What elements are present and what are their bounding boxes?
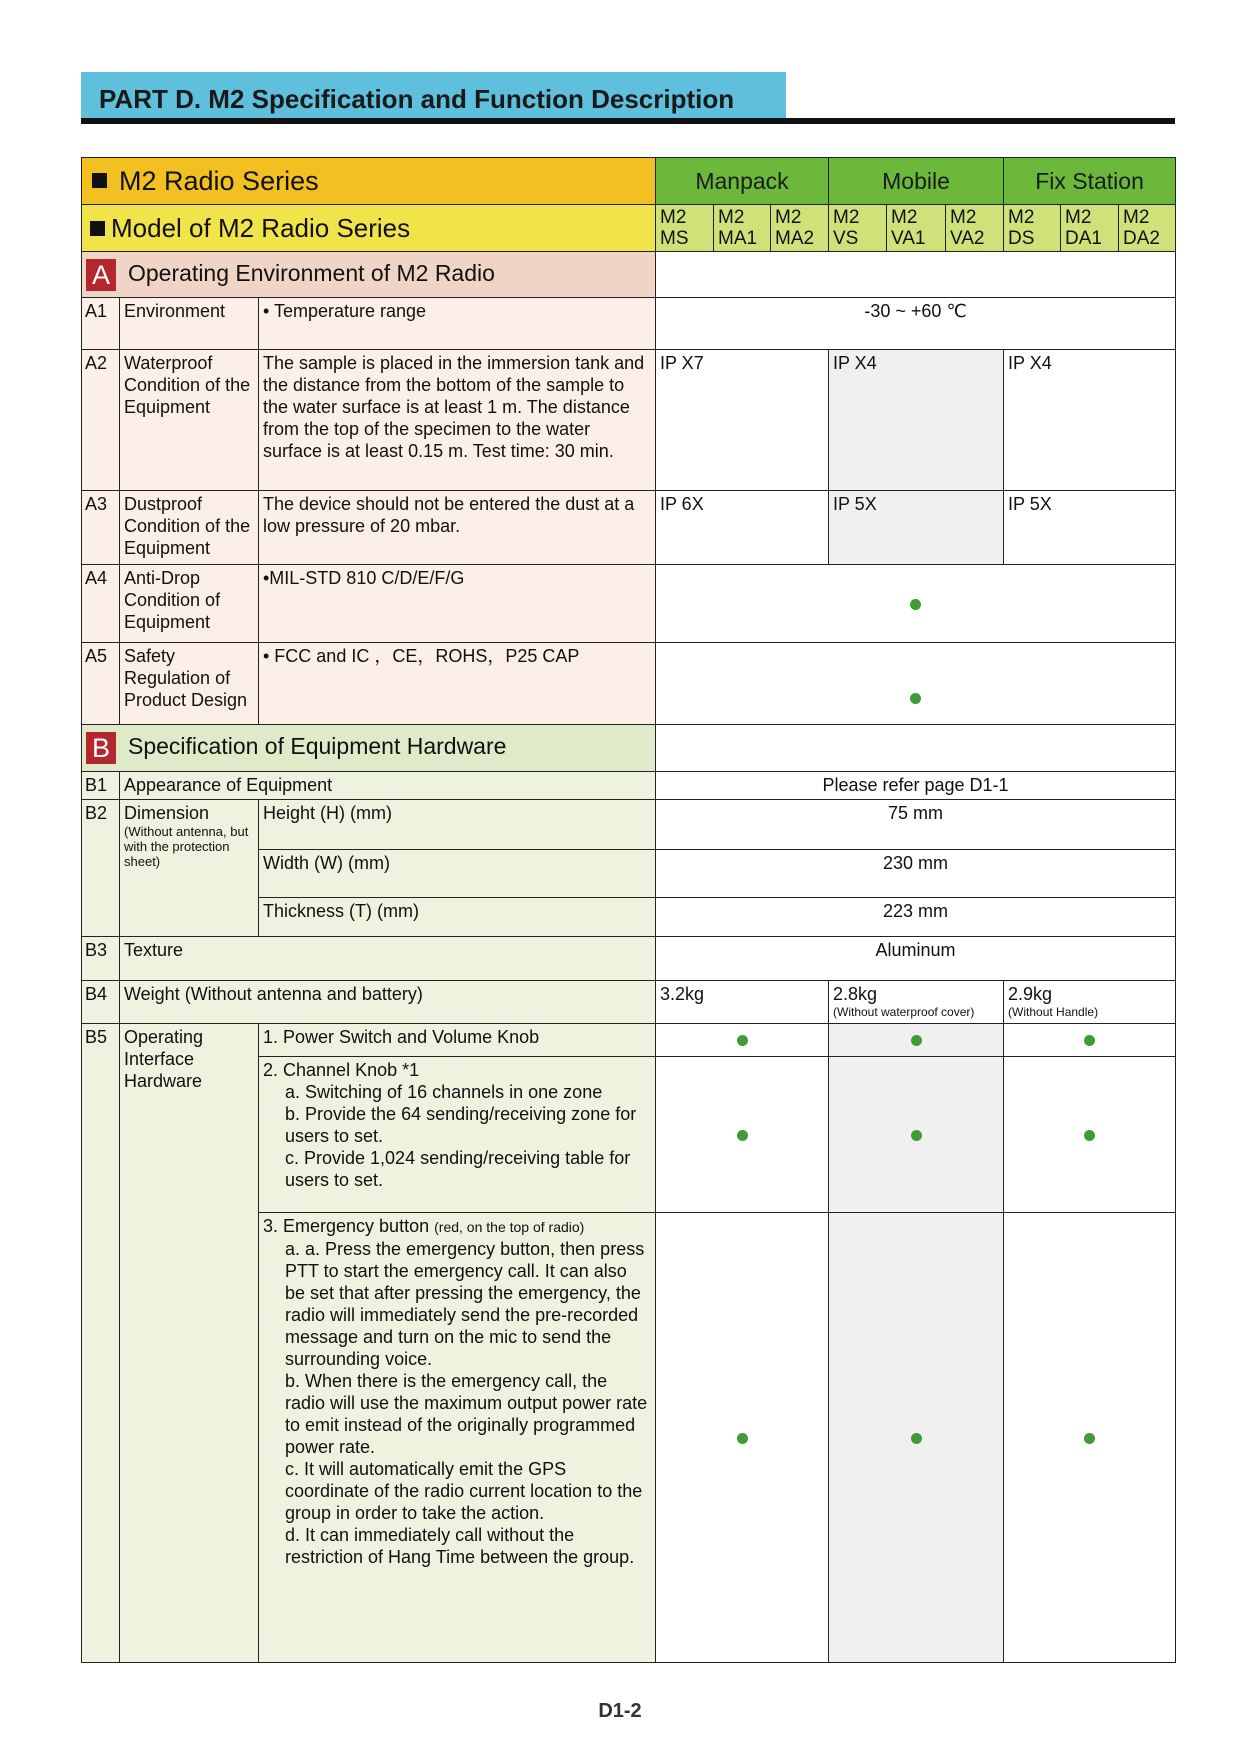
row-number: B1 bbox=[82, 772, 120, 800]
check-cell bbox=[829, 1213, 1004, 1663]
check-dot-icon bbox=[911, 1035, 922, 1046]
row-description: • Temperature range bbox=[259, 298, 656, 350]
row-number: A4 bbox=[82, 565, 120, 643]
dustproof-manpack: IP 6X bbox=[656, 491, 829, 565]
section-a-blank bbox=[656, 252, 1176, 298]
model-cell: M2 MA1 bbox=[714, 205, 771, 252]
check-dot-icon bbox=[737, 1130, 748, 1141]
row-description: The device should not be entered the dust at a low pressure of 20 mbar. bbox=[259, 491, 656, 565]
texture-value: Aluminum bbox=[656, 937, 1176, 981]
row-name: Environment bbox=[120, 298, 259, 350]
waterproof-fix: IP X4 bbox=[1004, 350, 1176, 491]
check-dot-icon bbox=[1084, 1035, 1095, 1046]
width-label: Width (W) (mm) bbox=[259, 850, 656, 898]
check-cell bbox=[656, 643, 1176, 725]
waterproof-manpack: IP X7 bbox=[656, 350, 829, 491]
row-name: Texture bbox=[120, 937, 656, 981]
check-cell bbox=[829, 1057, 1004, 1213]
row-name: Safety Regulation of Product Design bbox=[120, 643, 259, 725]
thickness-label: Thickness (T) (mm) bbox=[259, 898, 656, 937]
model-cell: M2 VA1 bbox=[887, 205, 946, 252]
square-bullet-icon bbox=[90, 221, 105, 236]
weight-manpack: 3.2kg bbox=[656, 981, 829, 1024]
row-name: Dustproof Condition of the Equipment bbox=[120, 491, 259, 565]
row-number: A3 bbox=[82, 491, 120, 565]
row-number: A5 bbox=[82, 643, 120, 725]
check-dot-icon bbox=[910, 693, 921, 704]
row-number: A1 bbox=[82, 298, 120, 350]
appearance-value: Please refer page D1-1 bbox=[656, 772, 1176, 800]
row-description: •MIL-STD 810 C/D/E/F/G bbox=[259, 565, 656, 643]
group-mobile: Mobile bbox=[829, 158, 1004, 205]
check-dot-icon bbox=[737, 1433, 748, 1444]
model-cell: M2 DA2 bbox=[1119, 205, 1176, 252]
check-cell bbox=[656, 1024, 829, 1057]
row-name: Appearance of Equipment bbox=[120, 772, 656, 800]
dustproof-mobile: IP 5X bbox=[829, 491, 1004, 565]
group-fix-station: Fix Station bbox=[1004, 158, 1176, 205]
series-header: M2 Radio Series bbox=[82, 158, 656, 205]
spec-table bbox=[81, 157, 1176, 1663]
interface-item: 1. Power Switch and Volume Knob bbox=[259, 1024, 656, 1057]
model-cell: M2 VS bbox=[829, 205, 887, 252]
model-header: Model of M2 Radio Series bbox=[82, 205, 656, 252]
weight-fix: 2.9kg (Without Handle) bbox=[1004, 981, 1176, 1024]
height-value: 75 mm bbox=[656, 800, 1176, 850]
model-cell: M2 DA1 bbox=[1061, 205, 1119, 252]
row-name: Weight (Without antenna and battery) bbox=[120, 981, 656, 1024]
waterproof-mobile: IP X4 bbox=[829, 350, 1004, 491]
model-cell: M2 DS bbox=[1004, 205, 1061, 252]
height-label: Height (H) (mm) bbox=[259, 800, 656, 850]
check-dot-icon bbox=[1084, 1433, 1095, 1444]
row-number: B3 bbox=[82, 937, 120, 981]
row-number: A2 bbox=[82, 350, 120, 491]
check-cell bbox=[1004, 1213, 1176, 1663]
section-b-blank bbox=[656, 725, 1176, 772]
row-number: B4 bbox=[82, 981, 120, 1024]
weight-mobile: 2.8kg (Without waterproof cover) bbox=[829, 981, 1004, 1024]
check-cell bbox=[656, 1213, 829, 1663]
check-cell bbox=[656, 1057, 829, 1213]
width-value: 230 mm bbox=[656, 850, 1176, 898]
check-dot-icon bbox=[1084, 1130, 1095, 1141]
page-number: D1-2 bbox=[598, 1700, 642, 1722]
check-cell bbox=[656, 565, 1176, 643]
page-title: PART D. M2 Specification and Function Description bbox=[99, 84, 735, 114]
square-bullet-icon bbox=[92, 173, 107, 188]
model-cell: M2 MS bbox=[656, 205, 714, 252]
row-number: B5 bbox=[82, 1024, 120, 1663]
row-name: Waterproof Condition of the Equipment bbox=[120, 350, 259, 491]
check-dot-icon bbox=[911, 1433, 922, 1444]
temperature-value: -30 ~ +60 ℃ bbox=[656, 298, 1176, 350]
row-description: • FCC and IC ，CE，ROHS，P25 CAP bbox=[259, 643, 656, 725]
section-b-header: B Specification of Equipment Hardware bbox=[82, 725, 656, 772]
check-dot-icon bbox=[910, 599, 921, 610]
check-dot-icon bbox=[911, 1130, 922, 1141]
check-dot-icon bbox=[737, 1035, 748, 1046]
interface-item: 2. Channel Knob *1 a. Switching of 16 channels in one zone b. Provide the 64 sending/receiving zone for users to set. c. Provide 1,024 sending/receiving table for users to set. bbox=[259, 1057, 656, 1213]
check-cell bbox=[1004, 1024, 1176, 1057]
dimension-label: Dimension (Without antenna, but with the protection sheet) bbox=[120, 800, 259, 937]
check-cell bbox=[1004, 1057, 1176, 1213]
row-name: Anti-Drop Condition of Equipment bbox=[120, 565, 259, 643]
thickness-value: 223 mm bbox=[656, 898, 1176, 937]
dustproof-fix: IP 5X bbox=[1004, 491, 1176, 565]
interface-item: 3. Emergency button (red, on the top of radio) a. a. Press the emergency button, then press PTT to start the emergency call. It can also be set that after pressing the emergency, the radio will immediately send the pre-recorded message and turn on the mic to send the surrounding voice. b. When there is the emergency call, the radio will use the maximum output power rate to emit instead of the originally programmed power rate. c. It will automatically emit the GPS coordinate of the radio current location to the group in order to take the action. d. It can immediately call without the restriction of Hang Time between the group. bbox=[259, 1213, 656, 1663]
row-description: The sample is placed in the immersion tank and the distance from the bottom of the sample to the water surface is at least 1 m. The distance from the top of the specimen to the water surface is at least 0.15 m. Test time: 30 min. bbox=[259, 350, 656, 491]
header-rule bbox=[81, 118, 1175, 124]
model-cell: M2 VA2 bbox=[946, 205, 1004, 252]
row-name: Operating Interface Hardware bbox=[120, 1024, 259, 1663]
section-a-header: A Operating Environment of M2 Radio bbox=[82, 252, 656, 298]
check-cell bbox=[829, 1024, 1004, 1057]
model-cell: M2 MA2 bbox=[771, 205, 829, 252]
row-number: B2 bbox=[82, 800, 120, 937]
group-manpack: Manpack bbox=[656, 158, 829, 205]
